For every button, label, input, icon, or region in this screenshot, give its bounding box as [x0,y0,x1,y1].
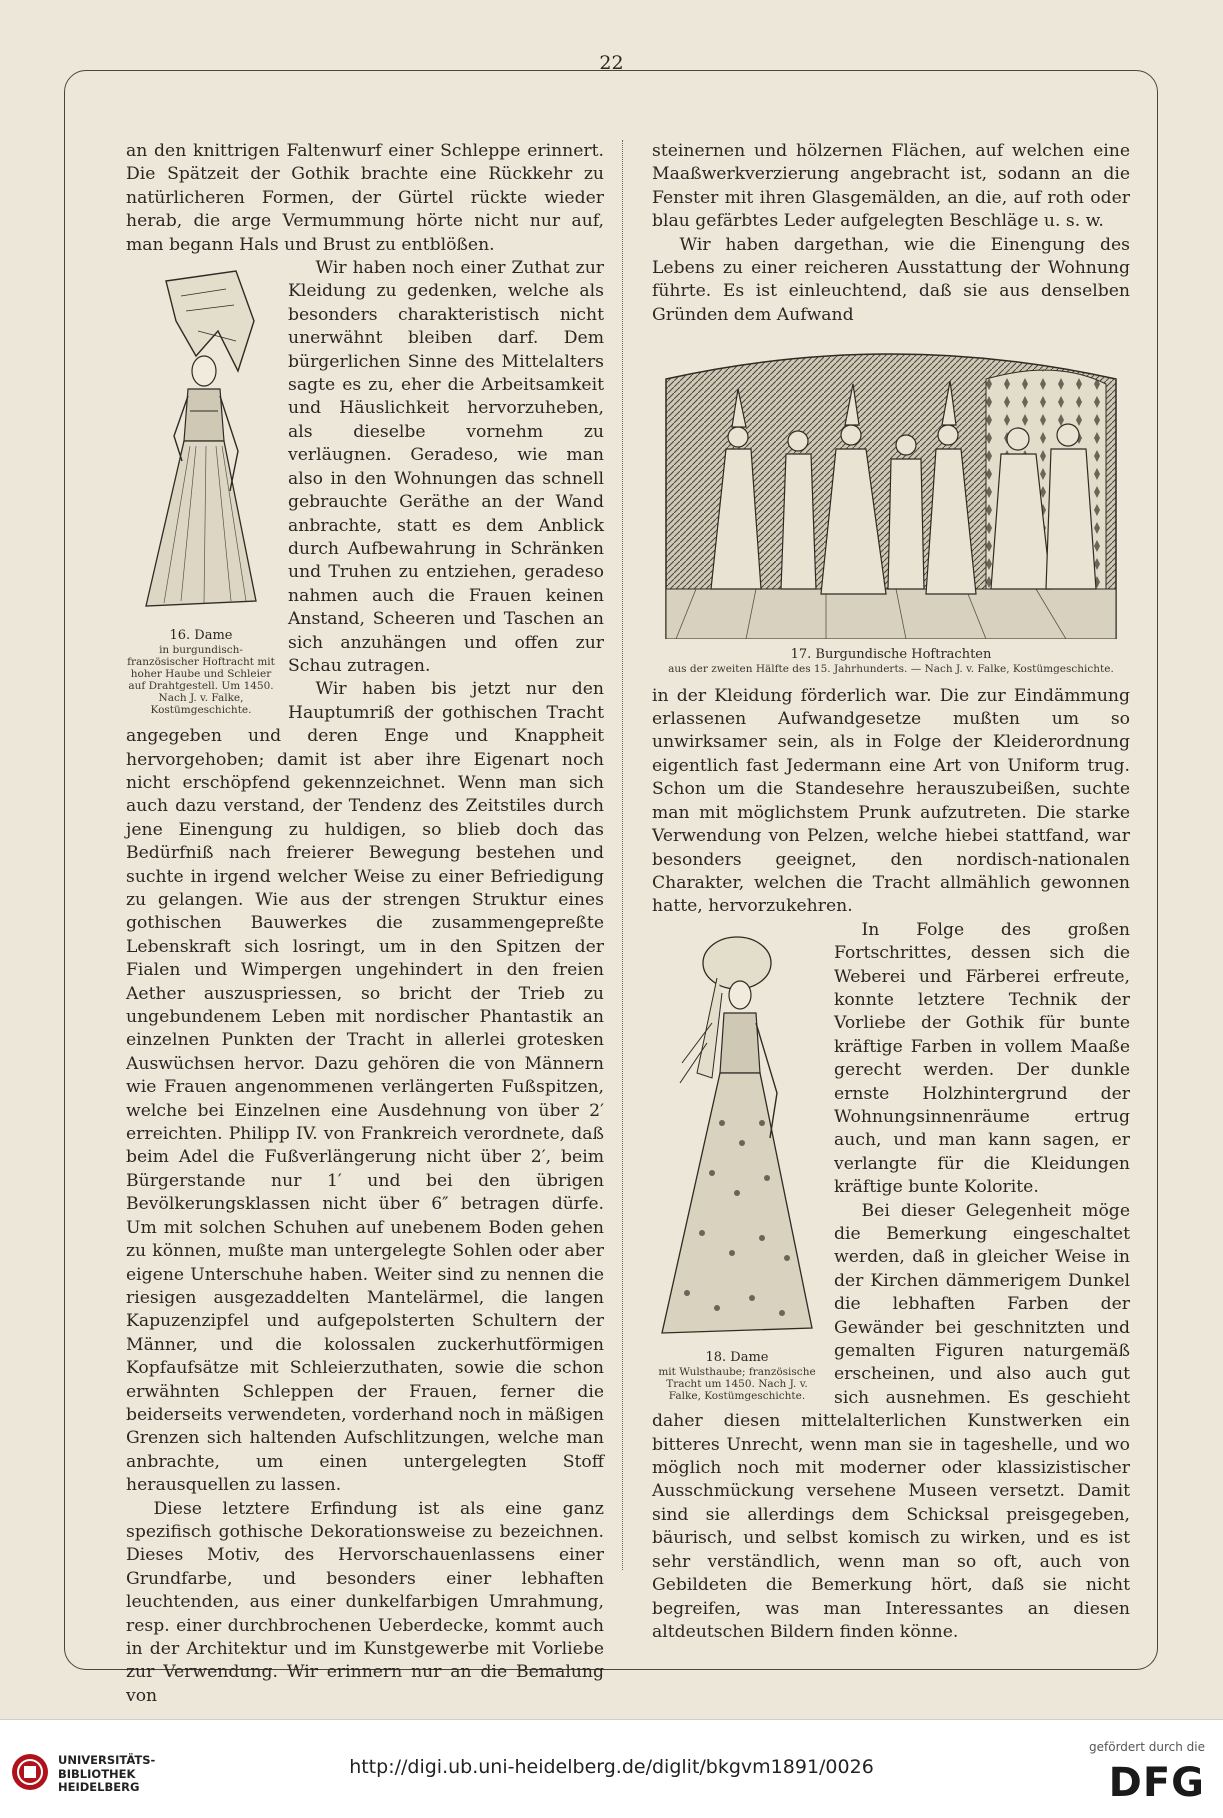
left-paragraph-1: an den knittrigen Faltenwurf einer Schleppe erinnert. Die Spätzeit der Gothik brachte eine Rückkehr zu natürlicheren Formen, der Gürtel rückte wieder herab, die arge Vermummung hörte nicht nur auf, man begann Hals und Brust zu entblößen. [126,141,604,255]
right-paragraph-2: Wir haben dargethan, wie die Einengung des Lebens zu einer reicheren Ausstattung der Wohnung führte. Es ist einleuchtend, daß sie aus denselben Gründen dem Aufwand [652,234,1130,325]
right-paragraph-5: Bei dieser Gelegenheit möge die Bemerkung eingeschaltet werden, daß in gleicher Weise in der Kirchen dämmerigem Dunkel die lebhaften Farben der Gewänder bei geschnitzten und gemalten Figuren naturgemäß erscheinen, und also auch gut sich ausnehmen. Es geschieht daher diesen mittelalterlichen Kunstwerken ein bitteres Unrecht, wenn man sie in tageshelle, und wo möglich noch mit moderner oder klassizistischer Ausschmückung versehene Museen versetzt. Damit sind sie allerdings dem Schicksal preisgegeben, bäurisch, und selbst komisch zu wirken, und es ist sehr verständlich, wenn man so oft, auch von Gebildeten die Bemerkung hört, daß sie nicht begreifen, was man Interessantes an diesen altdeutschen Bildern finden könne. [652,1200,1130,1642]
figure-17 [652,339,1130,674]
figure-17-caption: aus der zweiten Hälfte des 15. Jahrhunderts. — Nach J. v. Falke, Kostümgeschichte. [668,662,1114,675]
lady-wulsthaube-illustration [652,923,822,1343]
figure-18 [652,923,822,1402]
left-paragraph-4: Diese letztere Erfindung ist als eine ganz spezifisch gothische Dekorationsweise zu bezeichnen. Dieses Motiv, des Hervorschauenlassens einer Grundfarbe, und besonders einer lebhaften leuchtenden, aus einer dunkelfarbigen Umrahmung, resp. einer durchbrochenen Ueberdecke, kommt auch in der Architektur und im Kunstgewerbe mit Vorliebe zur Verwendung. Wir erinnern nur an die Bemalung von [126,1498,604,1706]
university-library-name: UNIVERSITÄTS- BIBLIOTHEK HEIDELBERG [58,1753,156,1794]
viewer-footer [0,1719,1223,1818]
figure-16-title: 16. Dame [169,628,233,644]
right-paragraph-4: In Folge des großen Fortschrittes, dessen sich die Weberei und Färberei erfreute, konnte letztere Technik der Vorliebe der Gothik für bunte kräftige Farben in vollem Maaße gerecht werden. Der dunkle ernste Holzhintergrund der Wohnungsinnenräume ertrug auch, und man kann sagen, er verlangte für die Kleidungen kräftige bunte Kolorite. [834,919,1130,1198]
right-column [652,140,1130,1644]
right-paragraph-3: in der Kleidung förderlich war. Die zur Eindämmung erlassenen Aufwandgesetze mußten um so unwirksamer sein, als in Folge der Kleiderordnung eigentlich fast Jedermann eine Art von Uniform trug. Schon um die Standesehre herauszubeißen, suchte man mit möglichstem Prunk aufzutreten. Die starke Verwendung von Pelzen, welche hiebei stattfand, war besonders geeignet, den nordisch-nationalen Charakter, welchen die Tracht allmählich gewonnen hatte, hervorzukehren. [652,685,1130,917]
document-url[interactable]: http://digi.ub.uni-heidelberg.de/diglit/bkgvm1891/0026 [349,1756,874,1778]
left-paragraph-2: Wir haben noch einer Zuthat zur Kleidung zu gedenken, welche als besonders charakteristisch nicht unerwähnt bleiben darf. Dem bürgerlichen Sinne des Mittelalters sagte es zu, eher die Arbeitsamkeit und Häuslichkeit hervorzuheben, als dieselbe vornehm zu verläugnen. Geradeso, wie man also in den Wohnungen das schnell gebrauchte Geräthe an der Wand anbrachte, statt es dem Anblick durch Aufbewahrung in Schränken und Truhen zu entziehen, geradeso nahmen auch die Frauen keinen Anstand, Scheeren und Taschen an sich anzuhängen und offen zur Schau zutragen. [288,258,604,676]
page-number: 22 [599,52,624,74]
figure-17-title: 17. Burgundische Hoftrachten [790,646,992,662]
funding-note: gefördert durch die [1089,1740,1205,1754]
figure-16 [126,261,276,716]
figure-18-caption: mit Wulsthaube; französische Tracht um 1450. Nach J. v. Falke, Kostümgeschichte. [658,1366,816,1403]
figure-18-title: 18. Dame [705,1350,769,1366]
burgundian-court-illustration [656,339,1126,639]
left-paragraph-3: Wir haben bis jetzt nur den Hauptumriß der gothischen Tracht angegeben und deren Enge und Knappheit hervorgehoben; damit ist aber ihre Eigenart noch nicht erschöpfend gekennzeichnet. Wenn man sich auch dazu verstand, der Tendenz des Zeitstiles durch jene Einengung zu huldigen, so blieb doch das Bedürfniß nach freierer Bewegung bestehen und suchte in irgend welcher Weise zu einer Befriedigung zu gelangen. Wie aus der strengen Struktur eines gothischen Bauwerkes die zusammengepreßte Lebenskraft sich losringt, um in den Spitzen der Fialen und Wimpergen ungehindert in den freien Aether auszuspriessen, so bricht der Trieb zu ungebundenem Leben mit nordischer Phantastik an einzelnen Punkten der Tracht in allerlei grotesken Auswüchsen hervor. Dazu gehören die von Männern wie Frauen angenommenen verlängerten Fußspitzen, welche bei Einzelnen eine Ausdehnung von über 2′ erreichten. Philipp IV. von Frankreich verordnete, daß beim Adel die Fußverlängerung nicht über 2′, beim Bürgerstande nur 1′ und bei den übrigen Bevölkerungsklassen nicht über 6″ betragen dürfe. Um mit solchen Schuhen auf unebenem Boden gehen zu können, mußte man untergelegte Sohlen oder aber eigene Unterschuhe haben. Weiter sind zu nennen die riesigen ausgezaddelten Mantelärmel, die langen Kapuzenzipfel und aufgepolsterten Schultern der Männer, und die kolossalen zuckerhutförmigen Kopfaufsätze mit Schleierzuthaten, sowie die schon erwähnten Schleppen der Frauen, ferner die beiderseits verwendeten, vorderhand noch in mäßigen Grenzen sich haltenden Aufschlitzungen, welche man anbrachte, um einen untergelegten Stoff herausquellen zu lassen. [126,679,604,1496]
left-column [126,140,604,1708]
figure-16-caption: in burgundisch-französischer Hoftracht mit hoher Haube und Schleier auf Drahtgestell. Um 1450. Nach J. v. Falke, Kostümgeschichte. [127,644,275,717]
right-paragraph-1: steinernen und hölzernen Flächen, auf welchen eine Maaßwerkverzierung angebracht ist, sodann an die Fenster mit ihren Glasgemälden, an die, auf roth oder blau gefärbtes Leder aufgelegten Beschläge u. s. w. [652,141,1130,232]
lady-hennin-illustration [126,261,276,621]
dfg-logo: DFG [1108,1760,1205,1806]
column-divider [622,140,623,1570]
